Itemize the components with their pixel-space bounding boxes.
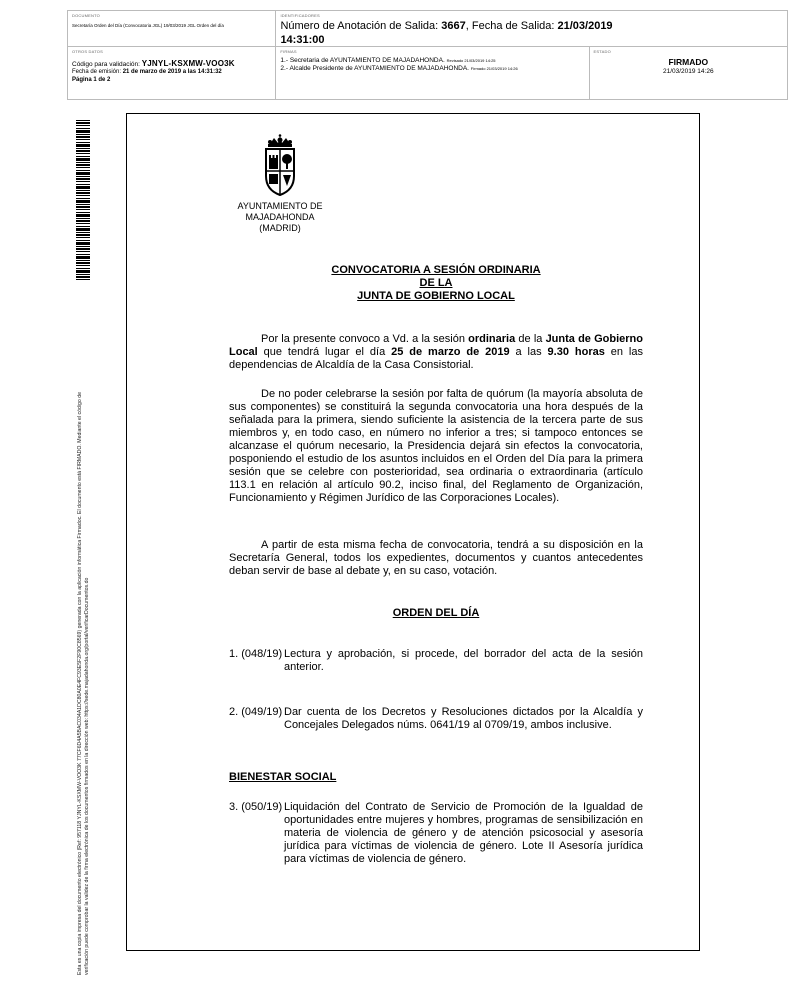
emision-prefix: Fecha de emisión: <box>72 69 122 75</box>
estado-date: 21/03/2019 14:26 <box>662 68 714 75</box>
agenda-item-text: Lectura y aprobación, si procede, del borrador del acta de la sesión anterior. <box>284 648 643 673</box>
firmas-cell <box>276 47 589 99</box>
agenda-item <box>229 706 643 732</box>
section-bienestar-social: BIENESTAR SOCIAL <box>229 771 337 783</box>
header-row-2 <box>68 47 787 99</box>
p1-text-1: Por la presente convoco a Vd. a la sesión <box>261 333 469 345</box>
barcode-image <box>76 120 90 280</box>
coat-of-arms-icon <box>258 134 302 198</box>
numero-prefix: Número de Anotación de Salida: <box>280 20 439 32</box>
agenda-item-number: 1. (048/19) <box>229 648 283 660</box>
paragraph-3: A partir de esta misma fecha de convocatoria, tendrá a su disposición en la Secretaría General, todos los expedientes, documentos y cuantos antecedentes deban servir de base al debate y, en su caso, votación. <box>229 539 643 577</box>
firma-2-detail: Firmado 21/03/2019 14:26 <box>470 66 518 71</box>
p1-bold-4: 9.30 horas <box>547 346 605 358</box>
p1-bold-2: Junta de Gobierno Local <box>229 333 643 358</box>
verification-side-text <box>77 295 91 975</box>
codigo-value: YJNYL-KSXMW-VOO3K <box>141 59 235 68</box>
ayuntamiento-line-3: (MADRID) <box>259 223 301 233</box>
title-line-3: JUNTA DE GOBIERNO LOCAL <box>357 290 515 302</box>
p1-bold-3: 25 de marzo de 2019 <box>391 346 510 358</box>
orden-del-dia-title: ORDEN DEL DÍA <box>392 607 480 619</box>
numero-value: 3667 <box>441 20 466 32</box>
p1-text-2: de la <box>515 333 546 345</box>
p1-text-3: que tendrá lugar el día <box>257 346 392 358</box>
identificadores-cell <box>276 11 787 47</box>
pagina: Página 1 de 2 <box>72 76 111 83</box>
title-line-2: DE LA <box>419 277 453 289</box>
header-row-1 <box>68 11 787 47</box>
registro-salida <box>280 19 783 47</box>
paragraph-2: De no poder celebrarse la sesión por falta de quórum (la mayoría absoluta de sus componentes) se constituirá la segunda convocatoria una hora después de la señalada para la primera, siendo suficiente la asistencia de la tercera parte de sus miembros y, en todo caso, en número no inferior a tres; si tampoco entonces se alcanzase el quórum necesario, la Presidencia dejará sin efectos la convocatoria, posponiendo el estudio de los asuntos incluidos en el Orden del Día para la primera sesión que se celebre con posterioridad, sea ordinaria o extraordinaria (artículo 113.1 en relación al artículo 90.2, inciso final, del Reglamento de Organización, Funcionamiento y Régimen Jurídico de las Corporaciones Locales). <box>229 388 643 504</box>
firma-1 <box>280 57 584 65</box>
firma-1-text: 1.- Secretaria de AYUNTAMIENTO DE MAJADAHONDA. <box>280 57 445 64</box>
agenda-item-text: Liquidación del Contrato de Servicio de Promoción de la Igualdad de oportunidades entre mujeres y hombres, programas de sensibilización en materia de violencia de género y de atención psicosocial y asesoría jurídica para víctimas de violencia de género. Lote II Asesoría jurídica para víctimas de violencia de género. <box>284 801 643 865</box>
side-text-line-1: Esta es una copia impresa del documento electrónico (Ref: 957118 YJNYL-KSXMW-VOO3K 77CF6D4A5BAC034A1DC80A0E4FC93E5F2F90C8569) generada con la aplicación informática Firmadoc. El documento está FIRMADO. Mediante el código de <box>77 391 83 975</box>
firma-2 <box>280 65 584 73</box>
ayuntamiento-line-1: AYUNTAMIENTO DE <box>237 201 323 211</box>
fecha-value: 21/03/2019 <box>557 20 613 32</box>
p1-text-4: a las <box>509 346 548 358</box>
agenda-item-number: 2. (049/19) <box>229 706 283 718</box>
ayuntamiento-block <box>218 201 342 234</box>
side-text-line-2: verificación puede comprobar la validez de la firma electrónica de los documentos firmados en la dirección web: https://sede.majadahonda.org/portal/verificarDocumentos.do <box>84 577 90 975</box>
document-title <box>229 264 643 303</box>
otros-label: OTROS DATOS <box>72 49 103 54</box>
p1-text-5: en las dependencias de Alcaldía de la Casa Consistorial. <box>229 346 643 371</box>
agenda-item <box>229 801 643 866</box>
fecha-prefix: , Fecha de Salida: <box>465 20 555 32</box>
agenda-item-text: Dar cuenta de los Decretos y Resoluciones dictados por la Alcaldía y Concejales Delegados núms. 0641/19 al 0709/19, ambos inclusive. <box>284 706 643 731</box>
firma-1-detail: Revisado 21/03/2019 14:25 <box>446 58 496 63</box>
estado-value: FIRMADO <box>668 57 709 67</box>
emision-value: 21 de marzo de 2019 a las 14:31:32 <box>122 69 222 75</box>
firma-2-text: 2.- Alcalde Presidente de AYUNTAMIENTO DE MAJADAHONDA. <box>280 65 469 72</box>
ayuntamiento-line-2: MAJADAHONDA <box>245 212 315 222</box>
firmas-label: FIRMAS <box>280 49 297 54</box>
documento-text: Secretaría Orden del Día (Convocatoria JGL) 19/03/2019 JGL Orden del día <box>72 23 224 28</box>
p1-bold-1: ordinaria <box>468 333 516 345</box>
estado-label: ESTADO <box>593 49 611 54</box>
documento-cell <box>68 11 276 47</box>
hora-value: 14:31:00 <box>280 34 325 46</box>
documento-label: DOCUMENTO <box>72 13 100 18</box>
identificadores-label: IDENTIFICADORES <box>280 13 320 18</box>
title-line-1: CONVOCATORIA A SESIÓN ORDINARIA <box>331 264 541 276</box>
agenda-item-number: 3. (050/19) <box>229 801 283 813</box>
agenda-item <box>229 648 643 674</box>
codigo-prefix: Código para validación: <box>72 61 140 68</box>
paragraph-1 <box>229 333 643 372</box>
fecha-emision <box>72 69 271 77</box>
estado-cell <box>590 47 787 99</box>
codigo-validacion <box>72 59 271 69</box>
document-header <box>67 10 788 100</box>
otros-datos-cell <box>68 47 276 99</box>
